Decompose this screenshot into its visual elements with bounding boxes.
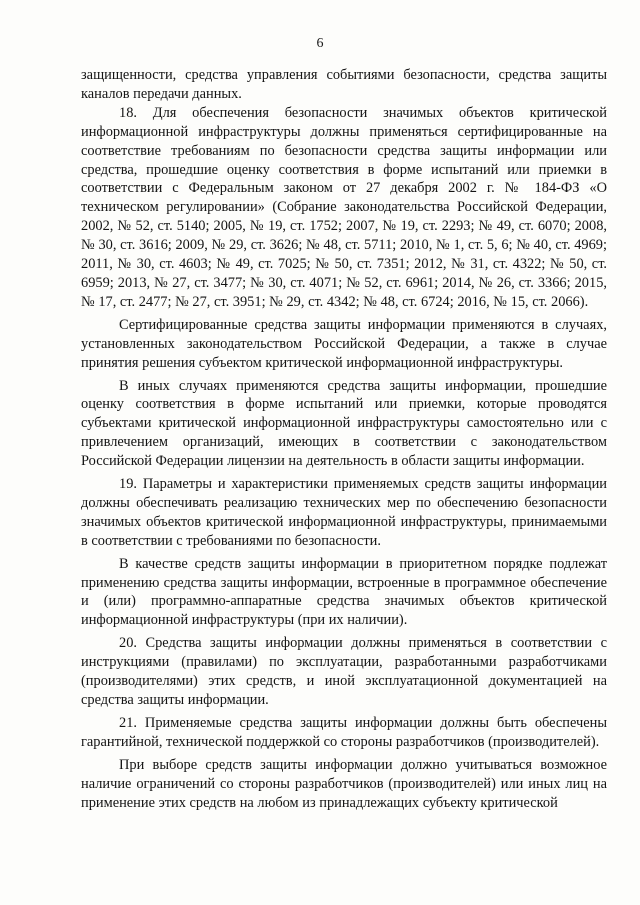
paragraph-certified-tools: Сертифицированные средства защиты информации применяются в случаях, установленных законодательством Российской Федерации, а также в случае принятия решения субъектом критической информационной инфраструктуры. bbox=[81, 316, 607, 371]
document-body bbox=[81, 66, 607, 812]
paragraph-item-21: 21. Применяемые средства защиты информации должны быть обеспечены гарантийной, технической поддержкой со стороны разработчиков (производителей). bbox=[81, 714, 607, 750]
paragraph-selection-restrictions: При выборе средств защиты информации должно учитываться возможное наличие ограничений со стороны разработчиков (производителей) или иных лиц на применение этих средств на любом из принадлежащих субъекту критической bbox=[81, 756, 607, 811]
paragraph-priority-tools: В качестве средств защиты информации в приоритетном порядке подлежат применению средства защиты информации, встроенные в программное обеспечение и (или) программно-аппаратные средства значимых объектов критической информационной инфраструктуры (при их наличии). bbox=[81, 555, 607, 629]
paragraph-item-19: 19. Параметры и характеристики применяемых средств защиты информации должны обеспечивать реализацию технических мер по обеспечению безопасности значимых объектов критической информационной инфраструктуры, принимаемыми в соответствии с требованиями по безопасности. bbox=[81, 476, 607, 549]
page-number: 6 bbox=[316, 36, 324, 51]
paragraph-continuation: защищенности, средства управления событиями безопасности, средства защиты каналов передачи данных. bbox=[81, 67, 607, 102]
paragraph-item-18: 18. Для обеспечения безопасности значимых объектов критической информационной инфраструктуры должны применяться сертифицированные на соответствие требованиям по безопасности средства защиты информации или средства, прошедшие оценку соответствия в форме испытаний или приемки в соответствии с Федеральным законом от 27 декабря 2002 г. № 184-ФЗ «О техническом регулировании» (Собрание законодательства Российской Федерации, 2002, № 52, ст. 5140; 2005, № 19, ст. 1752; 2007, № 19, ст. 2293; № 49, ст. 6070; 2008, № 30, ст. 3616; 2009, № 29, ст. 3626; № 48, ст. 5711; 2010, № 1, ст. 5, 6; № 40, ст. 4969; 2011, № 30, ст. 4603; № 49, ст. 7025; № 50, ст. 7351; 2012, № 31, ст. 4322; № 50, ст. 6959; 2013, № 27, ст. 3477; № 30, ст. 4071; № 52, ст. 6961; 2014, № 26, ст. 3366; 2015, № 17, ст. 2477; № 27, ст. 3951; № 29, ст. 4342; № 48, ст. 6724; 2016, № 15, ст. 2066). bbox=[81, 104, 607, 310]
paragraph-item-20: 20. Средства защиты информации должны применяться в соответствии с инструкциями (правилами) по эксплуатации, разработанными разработчиками (производителями) этих средств, и иной эксплуатационной документацией на средства защиты информации. bbox=[81, 635, 607, 708]
paragraph-other-cases: В иных случаях применяются средства защиты информации, прошедшие оценку соответствия в форме испытаний или приемки, которые проводятся субъектами критической информационной инфраструктуры самостоятельно или с привлечением организаций, имеющих в соответствии с законодательством Российской Федерации лицензии на деятельность в области защиты информации. bbox=[81, 377, 607, 470]
